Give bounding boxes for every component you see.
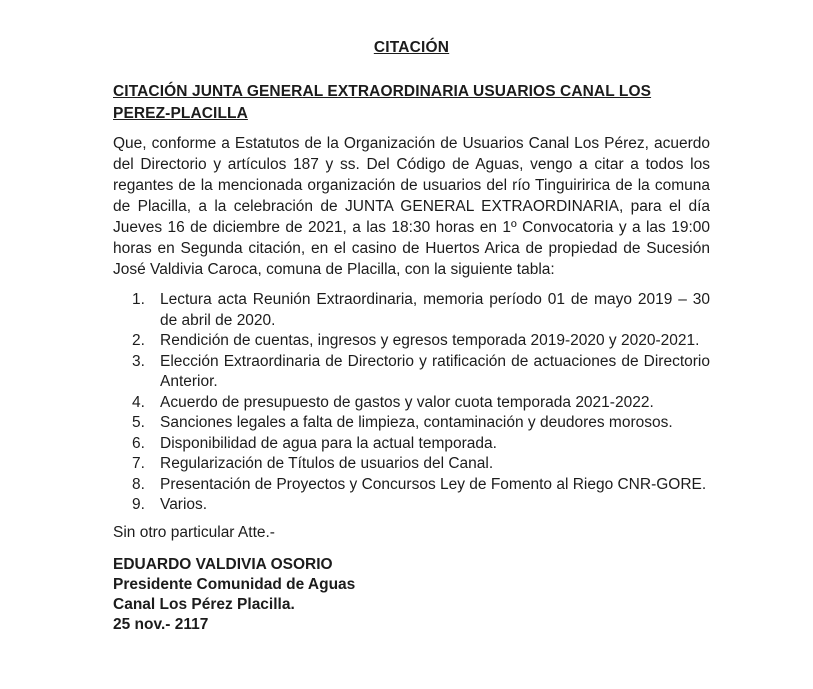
signature-block: [113, 555, 710, 635]
agenda-item-9-text: Varios.: [160, 496, 208, 513]
signature-date: 25 nov.- 2117: [113, 615, 209, 633]
agenda-item-7-text: Regularización de Títulos de usuarios del Canal.: [160, 455, 494, 472]
agenda-item-7-number: 7.: [132, 455, 145, 472]
agenda-item-2-number: 2.: [132, 332, 145, 349]
signature-organization: Canal Los Pérez Placilla.: [113, 595, 295, 613]
agenda-item-6: [132, 434, 710, 455]
agenda-item-5: [132, 413, 710, 434]
citation-document: [113, 39, 710, 635]
agenda-item-5-text: Sanciones legales a falta de limpieza, contaminación y deudores morosos.: [160, 414, 673, 431]
agenda-item-1: [132, 290, 710, 331]
signature-name: EDUARDO VALDIVIA OSORIO: [113, 555, 333, 573]
agenda-item-9: [132, 495, 710, 516]
agenda-item-6-number: 6.: [132, 434, 145, 452]
agenda-item-2-text: Rendición de cuentas, ingresos y egresos temporada 2019-2020 y 2020-2021.: [160, 332, 700, 349]
agenda-item-9-number: 9.: [132, 496, 145, 513]
document-heading: CITACIÓN JUNTA GENERAL EXTRAORDINARIA USUARIOS CANAL LOS PEREZ-PLACILLA: [113, 83, 652, 122]
agenda-item-5-number: 5.: [132, 414, 145, 431]
agenda-item-8-text: Presentación de Proyectos y Concursos Ley de Fomento al Riego CNR-GORE.: [160, 475, 707, 493]
agenda-item-4-text: Acuerdo de presupuesto de gastos y valor cuota temporada 2021-2022.: [160, 393, 654, 411]
intro-paragraph: Que, conforme a Estatutos de la Organización de Usuarios Canal Los Pérez, acuerdo del Directorio y artículos 187 y ss. Del Código de Aguas, vengo a citar a todos los regantes de la mencionada organización de usuarios del río Tinguiririca de la comuna de Placilla, a la celebración de JUNTA GENERAL EXTRAORDINARIA, para el día Jueves 16 de diciembre de 2021, a las 18:30 horas en 1º Convocatoria y a las 19:00 horas en Segunda citación, en el casino de Huertos Arica de propiedad de Sucesión José Valdivia Caroca, comuna de Placilla, con la siguiente tabla:: [113, 135, 710, 278]
document-title: CITACIÓN: [373, 39, 450, 56]
agenda-item-3: [132, 352, 710, 393]
agenda-list: [113, 290, 710, 516]
agenda-item-8: [132, 475, 710, 496]
agenda-item-8-number: 8.: [132, 475, 145, 493]
agenda-item-7: [132, 454, 710, 475]
agenda-item-3-text: Elección Extraordinaria de Directorio y ratificación de actuaciones de Directorio Anterior.: [160, 352, 710, 390]
agenda-item-1-text: Lectura acta Reunión Extraordinaria, memoria período 01 de mayo 2019 – 30 de abril de 2020.: [160, 291, 710, 329]
agenda-item-4-number: 4.: [132, 393, 145, 411]
agenda-item-1-number: 1.: [132, 291, 145, 308]
agenda-item-6-text: Disponibilidad de agua para la actual temporada.: [160, 434, 497, 452]
agenda-item-4: [132, 393, 710, 414]
closing-line: Sin otro particular Atte.-: [113, 523, 275, 541]
agenda-item-2: [132, 331, 710, 352]
agenda-item-3-number: 3.: [132, 352, 145, 370]
signature-role: Presidente Comunidad de Aguas: [113, 575, 356, 593]
